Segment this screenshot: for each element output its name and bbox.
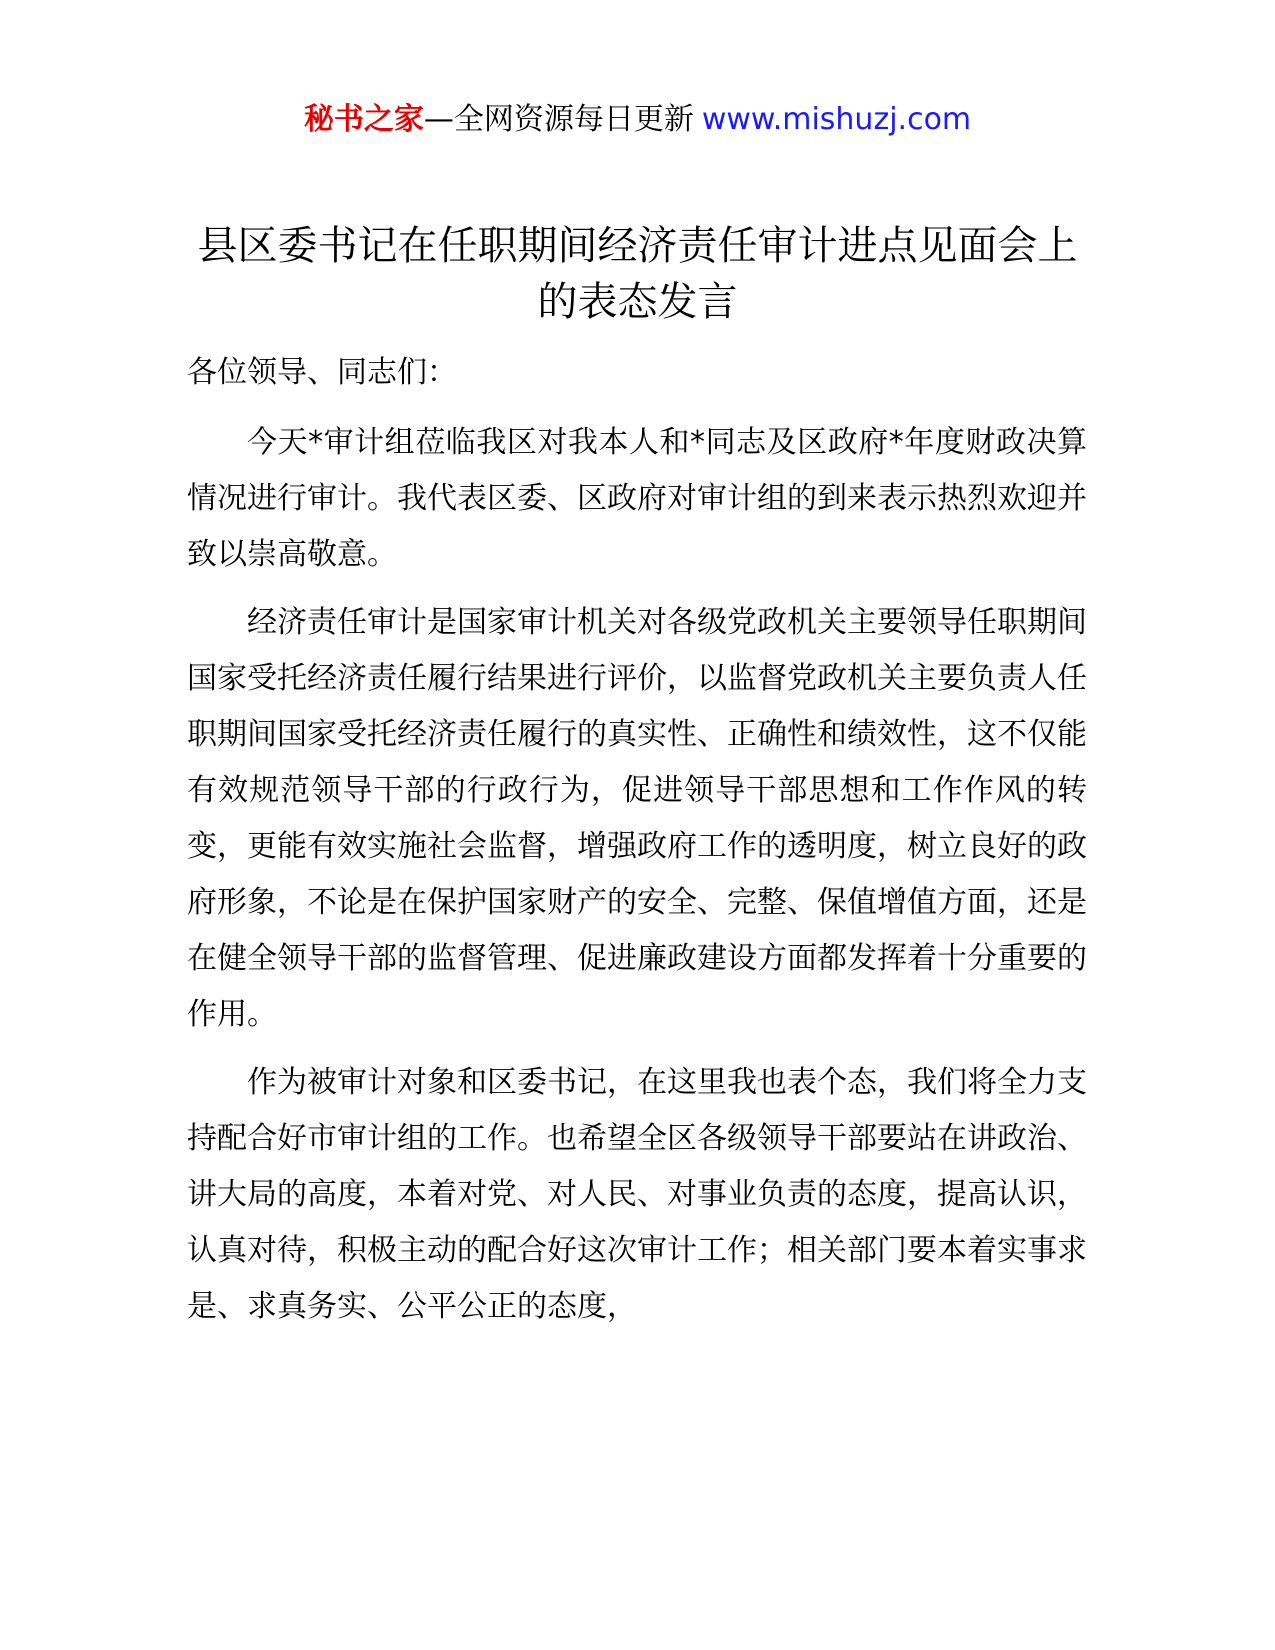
brand-name: 秘书之家	[303, 102, 424, 137]
document-title: 县区委书记在任职期间经济责任审计进点见面会上的表态发言	[197, 223, 1078, 325]
header-tagline: —全网资源每日更新	[423, 102, 694, 137]
salutation: 各位领导、同志们：	[187, 355, 457, 390]
paragraph-2: 经济责任审计是国家审计机关对各级党政机关主要领导任职期间国家受托经济责任履行结果进行评价，以监督党政机关主要负责人任职期间国家受托经济责任履行的真实性、正确性和绩效性，这不仅能有效规范领导干部的行政行为，促进领导干部思想和工作作风的转变，更能有效实施社会监督，增强政府工作的透明度，树立良好的政府形象，不论是在保护国家财产的安全、完整、保值增值方面，还是在健全领导干部的监督管理、促进廉政建设方面都发挥着十分重要的作用。	[187, 605, 1087, 1032]
site-url-link[interactable]: www.mishuzj.com	[701, 102, 972, 137]
site-header	[0, 100, 1275, 140]
document-body	[187, 345, 1087, 1347]
paragraph-1: 今天*审计组莅临我区对我本人和*同志及区政府*年度财政决算情况进行审计。我代表区委、区政府对审计组的到来表示热烈欢迎并致以崇高敬意。	[187, 425, 1087, 572]
paragraph-3: 作为被审计对象和区委书记，在这里我也表个态，我们将全力支持配合好市审计组的工作。也希望全区各级领导干部要站在讲政治、讲大局的高度，本着对党、对人民、对事业负责的态度，提高认识，认真对待，积极主动的配合好这次审计工作；相关部门要本着实事求是、求真务实、公平公正的态度，	[187, 1065, 1087, 1324]
